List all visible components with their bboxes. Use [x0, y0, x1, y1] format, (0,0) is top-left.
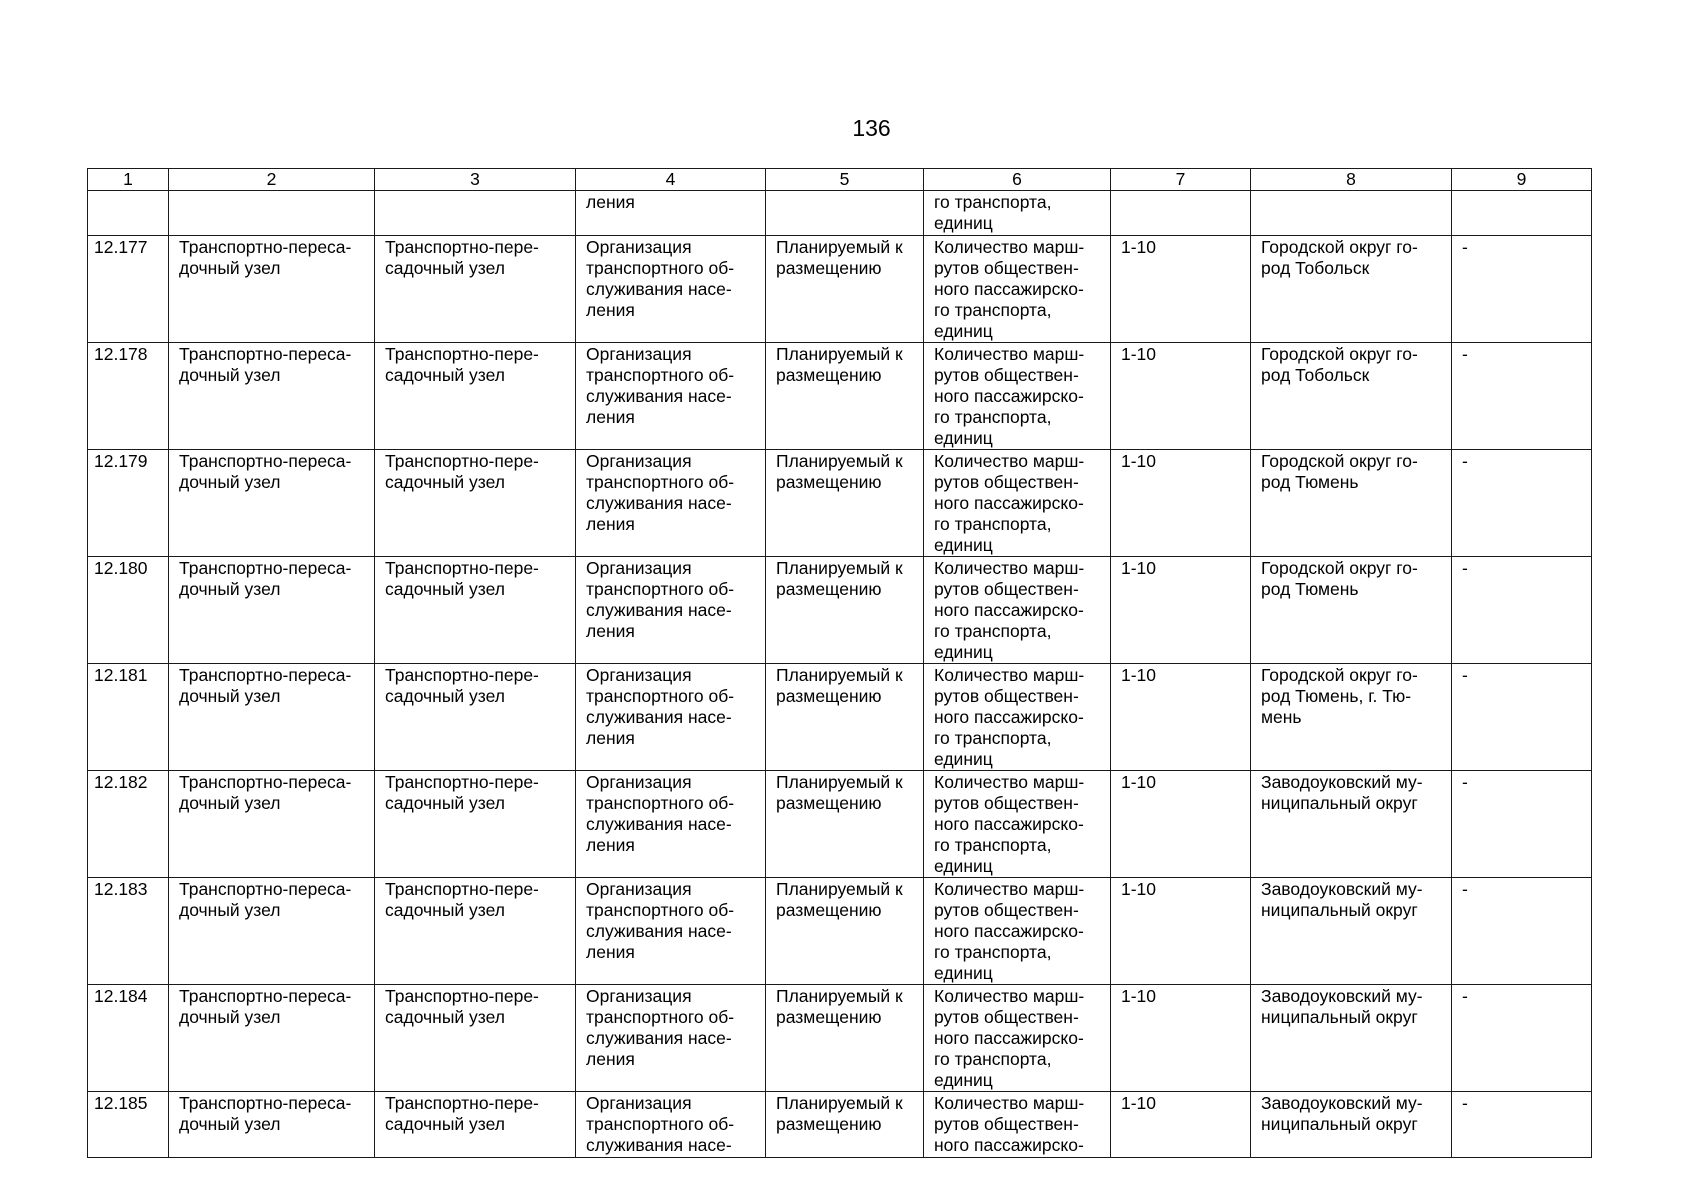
cell-object-name: Транспортно-пере- садочный узел: [375, 1092, 576, 1158]
cell-object-name: Транспортно-пере- садочный узел: [375, 771, 576, 878]
cell-status: Планируемый к размещению: [766, 985, 924, 1092]
cell-value: [1111, 191, 1251, 236]
column-number-row: [88, 169, 1592, 191]
cell-zone: [1452, 191, 1592, 236]
column-header-8: 8: [1251, 169, 1452, 191]
cell-object-type: Транспортно-переса- дочный узел: [169, 985, 375, 1092]
cell-object-name: Транспортно-пере- садочный узел: [375, 450, 576, 557]
cell-status: Планируемый к размещению: [766, 557, 924, 664]
cell-zone: -: [1452, 985, 1592, 1092]
cell-status: Планируемый к размещению: [766, 343, 924, 450]
cell-number: 12.184: [88, 985, 169, 1092]
table-row: [88, 878, 1592, 985]
cell-zone: -: [1452, 664, 1592, 771]
cell-object-name: Транспортно-пере- садочный узел: [375, 878, 576, 985]
cell-object-type: Транспортно-переса- дочный узел: [169, 1092, 375, 1158]
cell-object-type: Транспортно-переса- дочный узел: [169, 771, 375, 878]
cell-location: [1251, 191, 1452, 236]
cell-zone: -: [1452, 450, 1592, 557]
cell-object-type: Транспортно-переса- дочный узел: [169, 236, 375, 343]
cell-characteristic: Количество марш- рутов обществен- ного пассажирско-: [924, 1092, 1111, 1158]
cell-characteristic: Количество марш- рутов обществен- ного пассажирско- го транспорта, единиц: [924, 236, 1111, 343]
cell-zone: -: [1452, 878, 1592, 985]
cell-number: 12.181: [88, 664, 169, 771]
cell-object-type: Транспортно-переса- дочный узел: [169, 878, 375, 985]
cell-number: 12.177: [88, 236, 169, 343]
table-row: [88, 771, 1592, 878]
cell-object-name: Транспортно-пере- садочный узел: [375, 557, 576, 664]
cell-purpose: Организация транспортного об- служивания насе- ления: [576, 771, 766, 878]
cell-object-type: Транспортно-переса- дочный узел: [169, 664, 375, 771]
column-header-2: 2: [169, 169, 375, 191]
cell-characteristic: Количество марш- рутов обществен- ного пассажирско- го транспорта, единиц: [924, 450, 1111, 557]
cell-purpose: Организация транспортного об- служивания насе- ления: [576, 343, 766, 450]
table-row: [88, 1092, 1592, 1158]
cell-purpose: Организация транспортного об- служивания насе- ления: [576, 557, 766, 664]
table-row: [88, 664, 1592, 771]
cell-purpose: Организация транспортного об- служивания насе- ления: [576, 236, 766, 343]
column-header-1: 1: [88, 169, 169, 191]
cell-number: 12.185: [88, 1092, 169, 1158]
cell-value: 1-10: [1111, 236, 1251, 343]
cell-number: 12.182: [88, 771, 169, 878]
cell-characteristic: Количество марш- рутов обществен- ного пассажирско- го транспорта, единиц: [924, 557, 1111, 664]
cell-object-name: Транспортно-пере- садочный узел: [375, 664, 576, 771]
cell-location: Городской округ го- род Тюмень, г. Тю- мень: [1251, 664, 1452, 771]
cell-number: [88, 191, 169, 236]
cell-characteristic: Количество марш- рутов обществен- ного пассажирско- го транспорта, единиц: [924, 878, 1111, 985]
cell-zone: -: [1452, 236, 1592, 343]
table-row: [88, 985, 1592, 1092]
column-header-7: 7: [1111, 169, 1251, 191]
table-row-continuation: [88, 191, 1592, 236]
cell-purpose: Организация транспортного об- служивания насе- ления: [576, 450, 766, 557]
cell-purpose: ления: [576, 191, 766, 236]
cell-characteristic: го транспорта, единиц: [924, 191, 1111, 236]
column-header-6: 6: [924, 169, 1111, 191]
cell-object-name: Транспортно-пере- садочный узел: [375, 343, 576, 450]
cell-status: Планируемый к размещению: [766, 878, 924, 985]
cell-value: 1-10: [1111, 771, 1251, 878]
cell-object-type: [169, 191, 375, 236]
cell-purpose: Организация транспортного об- служивания насе- ления: [576, 878, 766, 985]
cell-value: 1-10: [1111, 878, 1251, 985]
table-row: [88, 343, 1592, 450]
cell-purpose: Организация транспортного об- служивания насе- ления: [576, 664, 766, 771]
column-header-5: 5: [766, 169, 924, 191]
cell-characteristic: Количество марш- рутов обществен- ного пассажирско- го транспорта, единиц: [924, 771, 1111, 878]
cell-value: 1-10: [1111, 343, 1251, 450]
cell-object-type: Транспортно-переса- дочный узел: [169, 450, 375, 557]
cell-location: Городской округ го- род Тюмень: [1251, 557, 1452, 664]
cell-zone: -: [1452, 557, 1592, 664]
cell-zone: -: [1452, 1092, 1592, 1158]
cell-status: [766, 191, 924, 236]
cell-object-name: [375, 191, 576, 236]
data-table: [87, 168, 1592, 1158]
cell-status: Планируемый к размещению: [766, 450, 924, 557]
cell-value: 1-10: [1111, 985, 1251, 1092]
page-number: 136: [852, 115, 891, 141]
cell-number: 12.179: [88, 450, 169, 557]
cell-location: Заводоуковский му- ниципальный округ: [1251, 878, 1452, 985]
table-row: [88, 450, 1592, 557]
cell-location: Городской округ го- род Тюмень: [1251, 450, 1452, 557]
cell-object-type: Транспортно-переса- дочный узел: [169, 557, 375, 664]
column-header-4: 4: [576, 169, 766, 191]
cell-status: Планируемый к размещению: [766, 771, 924, 878]
cell-zone: -: [1452, 771, 1592, 878]
cell-location: Заводоуковский му- ниципальный округ: [1251, 771, 1452, 878]
cell-value: 1-10: [1111, 664, 1251, 771]
cell-characteristic: Количество марш- рутов обществен- ного пассажирско- го транспорта, единиц: [924, 343, 1111, 450]
cell-object-name: Транспортно-пере- садочный узел: [375, 985, 576, 1092]
cell-status: Планируемый к размещению: [766, 1092, 924, 1158]
cell-number: 12.180: [88, 557, 169, 664]
column-header-9: 9: [1452, 169, 1592, 191]
cell-value: 1-10: [1111, 557, 1251, 664]
cell-status: Планируемый к размещению: [766, 236, 924, 343]
cell-characteristic: Количество марш- рутов обществен- ного пассажирско- го транспорта, единиц: [924, 664, 1111, 771]
cell-location: Заводоуковский му- ниципальный округ: [1251, 1092, 1452, 1158]
cell-location: Городской округ го- род Тобольск: [1251, 236, 1452, 343]
cell-object-name: Транспортно-пере- садочный узел: [375, 236, 576, 343]
cell-number: 12.178: [88, 343, 169, 450]
cell-purpose: Организация транспортного об- служивания насе-: [576, 1092, 766, 1158]
table-row: [88, 236, 1592, 343]
cell-location: Городской округ го- род Тобольск: [1251, 343, 1452, 450]
cell-value: 1-10: [1111, 450, 1251, 557]
cell-object-type: Транспортно-переса- дочный узел: [169, 343, 375, 450]
cell-status: Планируемый к размещению: [766, 664, 924, 771]
cell-zone: -: [1452, 343, 1592, 450]
column-header-3: 3: [375, 169, 576, 191]
cell-value: 1-10: [1111, 1092, 1251, 1158]
table-row: [88, 557, 1592, 664]
cell-purpose: Организация транспортного об- служивания насе- ления: [576, 985, 766, 1092]
cell-location: Заводоуковский му- ниципальный округ: [1251, 985, 1452, 1092]
cell-characteristic: Количество марш- рутов обществен- ного пассажирско- го транспорта, единиц: [924, 985, 1111, 1092]
cell-number: 12.183: [88, 878, 169, 985]
